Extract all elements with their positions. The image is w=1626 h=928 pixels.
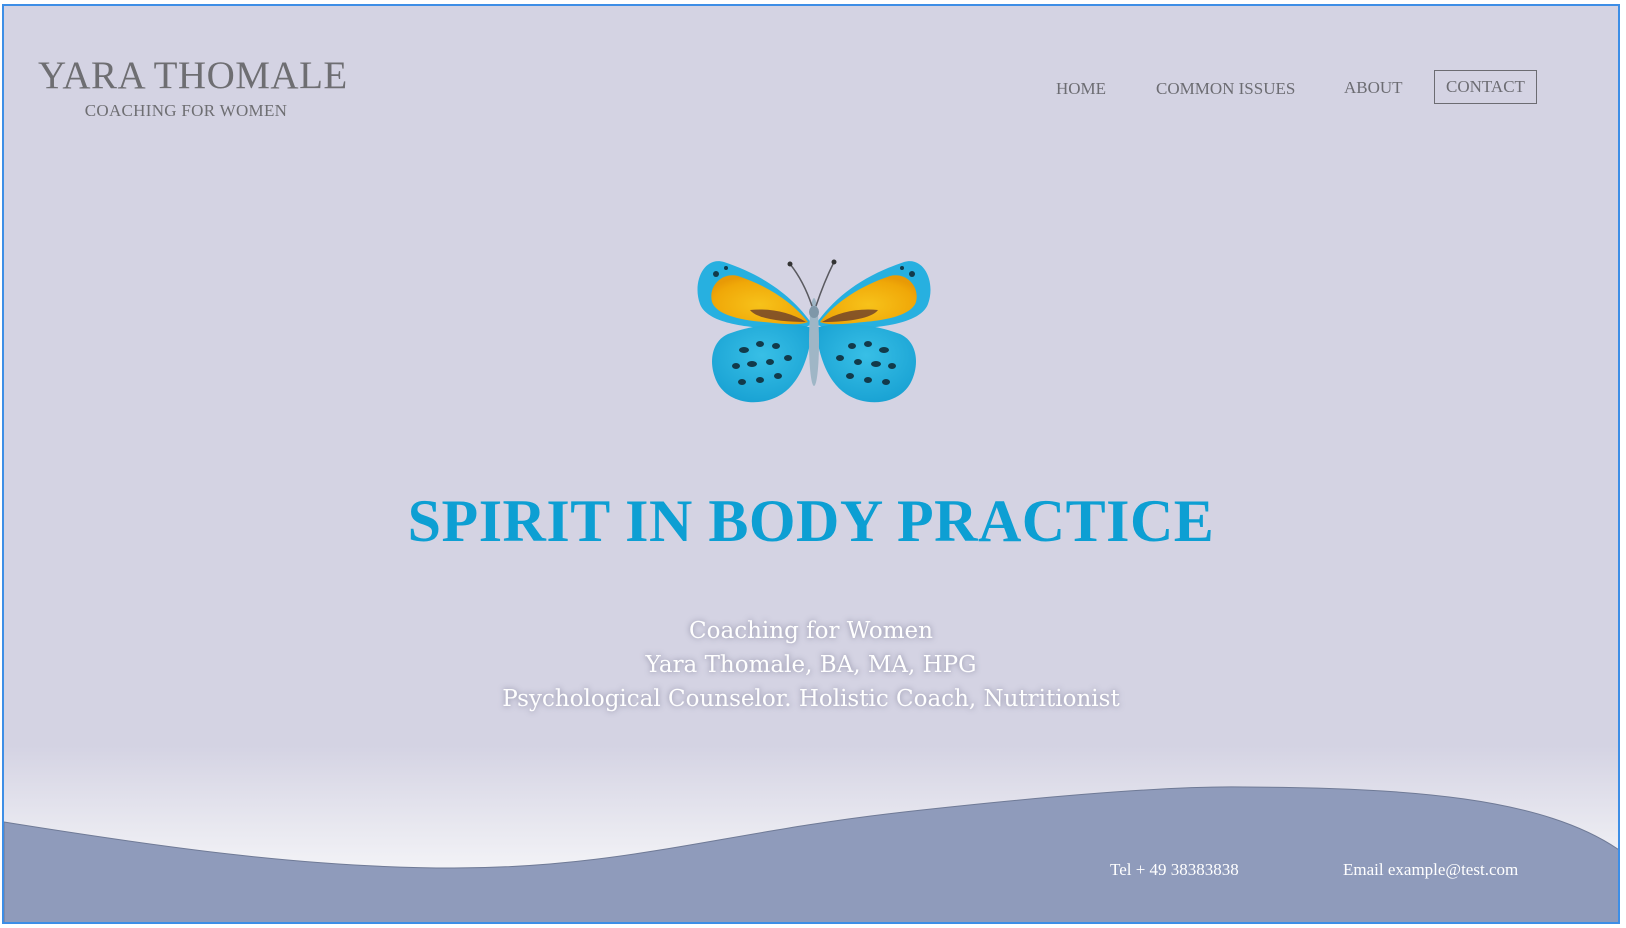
footer-phone[interactable]: Tel + 49 38383838: [1110, 860, 1239, 879]
brand-tagline: COACHING FOR WOMEN: [84, 101, 288, 120]
page-frame: [2, 4, 1620, 924]
footer-email[interactable]: Email example@test.com: [1343, 860, 1519, 879]
brand-name: YARA THOMALE: [38, 54, 348, 97]
page-title: SPIRIT IN BODY PRACTICE: [407, 488, 1215, 554]
subtitle-line: Psychological Counselor. Holistic Coach, Nutritionist: [502, 686, 1120, 712]
footer-wave: [4, 6, 1620, 924]
nav-item-home[interactable]: HOME: [1056, 79, 1107, 98]
subtitle-line: Yara Thomale, BA, MA, HPG: [645, 652, 977, 678]
nav-item-contact[interactable]: CONTACT: [1434, 70, 1537, 104]
nav-item-about[interactable]: ABOUT: [1344, 78, 1403, 97]
nav-item-common-issues[interactable]: COMMON ISSUES: [1156, 79, 1296, 98]
subtitle-line: Coaching for Women: [689, 618, 933, 644]
